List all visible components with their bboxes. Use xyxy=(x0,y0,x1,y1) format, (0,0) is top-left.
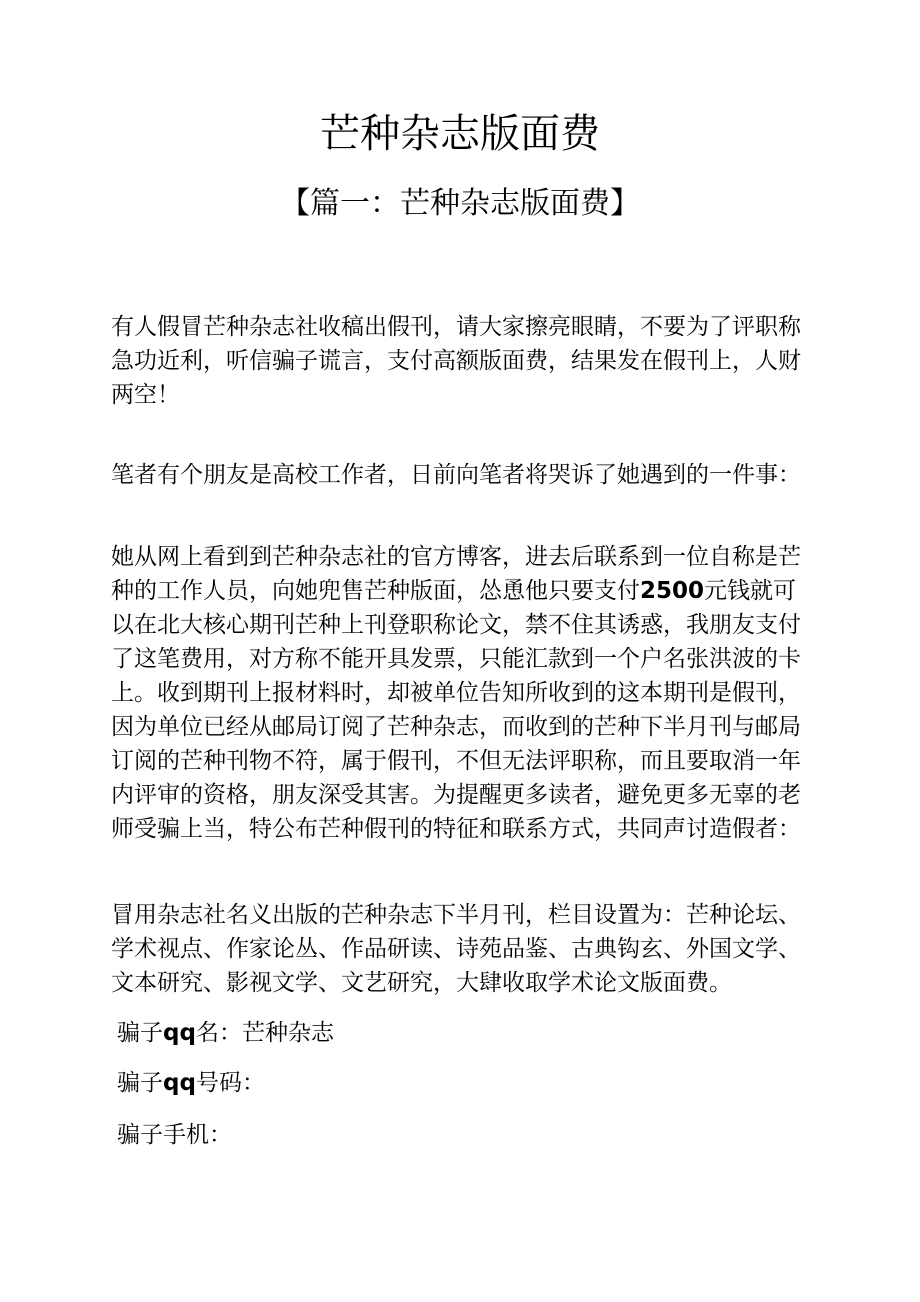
contact-qq-name: 骗子qq名：芒种杂志 xyxy=(117,1020,334,1046)
paragraph-story: 她从网上看到到芒种杂志社的官方博客，进去后联系到一位自称是芒种的工作人员，向她兜售芒种版面，怂恿他只要支付2500元钱就可以在北大核心期刊芒种上刊登职称论文，禁不住其诱惑，我朋友支付了这笔费用，对方称不能开具发票，只能汇款到一个户名张洪波的卡上。收到期刊上报材料时，却被单位告知所收到的这本期刊是假刊，因为单位已经从邮局订阅了芒种杂志，而收到的芒种下半月刊与邮局订阅的芒种刊物不符，属于假刊，不但无法评职称，而且要取消一年内评审的资格，朋友深受其害。为提醒更多读者，避免更多无辜的老师受骗上当，特公布芒种假刊的特征和联系方式，共同声讨造假者： xyxy=(111,544,801,842)
contact-qq-number: 骗子qq号码： xyxy=(117,1070,265,1096)
paragraph-intro: 笔者有个朋友是高校工作者，日前向笔者将哭诉了她遇到的一件事： xyxy=(111,462,801,488)
paragraph-fake-journal: 冒用杂志社名义出版的芒种杂志下半月刊，栏目设置为：芒种论坛、学术视点、作家论丛、作品研读、诗苑品鉴、古典钩玄、外国文学、文本研究、影视文学、文艺研究，大肆收取学术论文版面费。 xyxy=(111,902,801,996)
document-subtitle: 【篇一：芒种杂志版面费】 xyxy=(280,186,640,221)
contact-phone: 骗子手机： xyxy=(117,1122,232,1148)
document-title: 芒种杂志版面费 xyxy=(320,111,600,157)
paragraph-warning: 有人假冒芒种杂志社收稿出假刊，请大家擦亮眼睛，不要为了评职称急功近利，听信骗子谎言，支付高额版面费，结果发在假刊上，人财两空！ xyxy=(111,314,801,408)
